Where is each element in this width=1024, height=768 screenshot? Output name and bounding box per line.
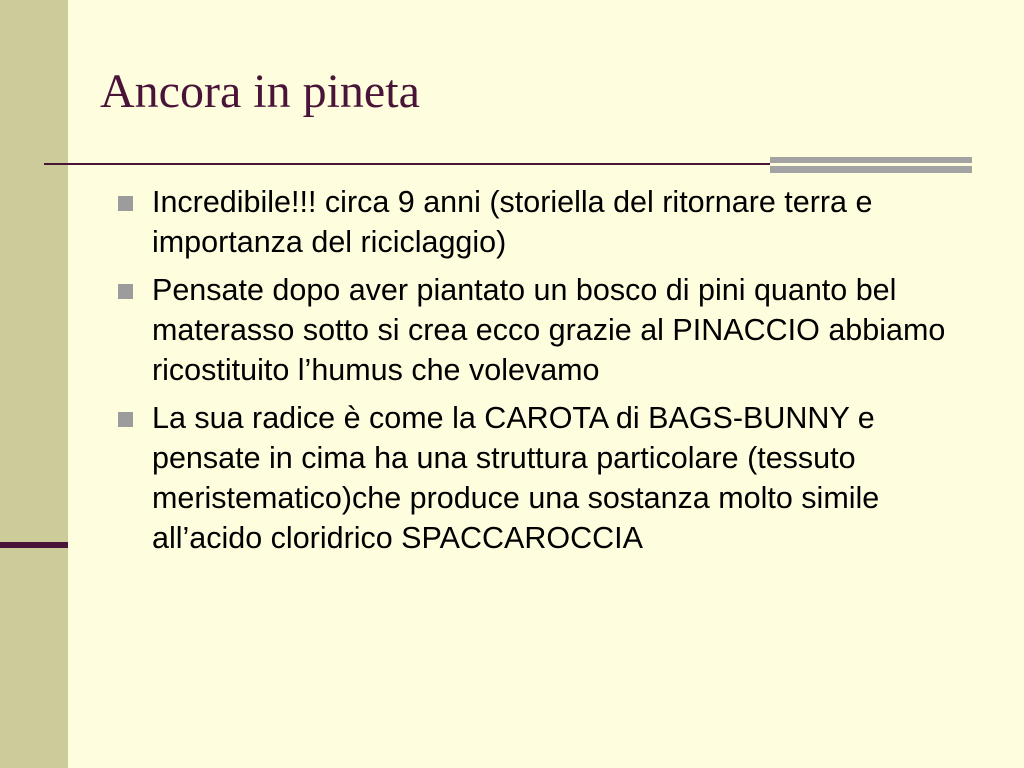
bullet-text: Incredibile!!! circa 9 anni (storiella del ritornare terra e importanza del riciclaggio) [152,185,873,259]
decorative-bar-bottom [770,166,972,173]
bullet-text: La sua radice è come la CAROTA di BAGS-BUNNY e pensate in cima ha una struttura particolare (tessuto meristematico)che produce una sostanza molto simile all’acido cloridrico SPACCAROCCIA [152,401,880,555]
bullet-text: Pensate dopo aver piantato un bosco di pini quanto bel materasso sotto si crea ecco grazie al PINACCIO abbiamo ricostituito l’humus che volevamo [152,273,946,387]
square-bullet-icon [118,196,133,211]
bullet-list [112,182,952,566]
decorative-bar-top [770,157,972,163]
bullet-item [112,182,952,262]
slide-title: Ancora in pineta [100,65,420,118]
bullet-item [112,270,952,390]
title-underline-rule [44,163,770,165]
left-decorative-band [0,0,68,768]
left-accent-line [0,542,68,548]
square-bullet-icon [118,284,133,299]
bullet-item [112,398,952,558]
square-bullet-icon [118,412,133,427]
